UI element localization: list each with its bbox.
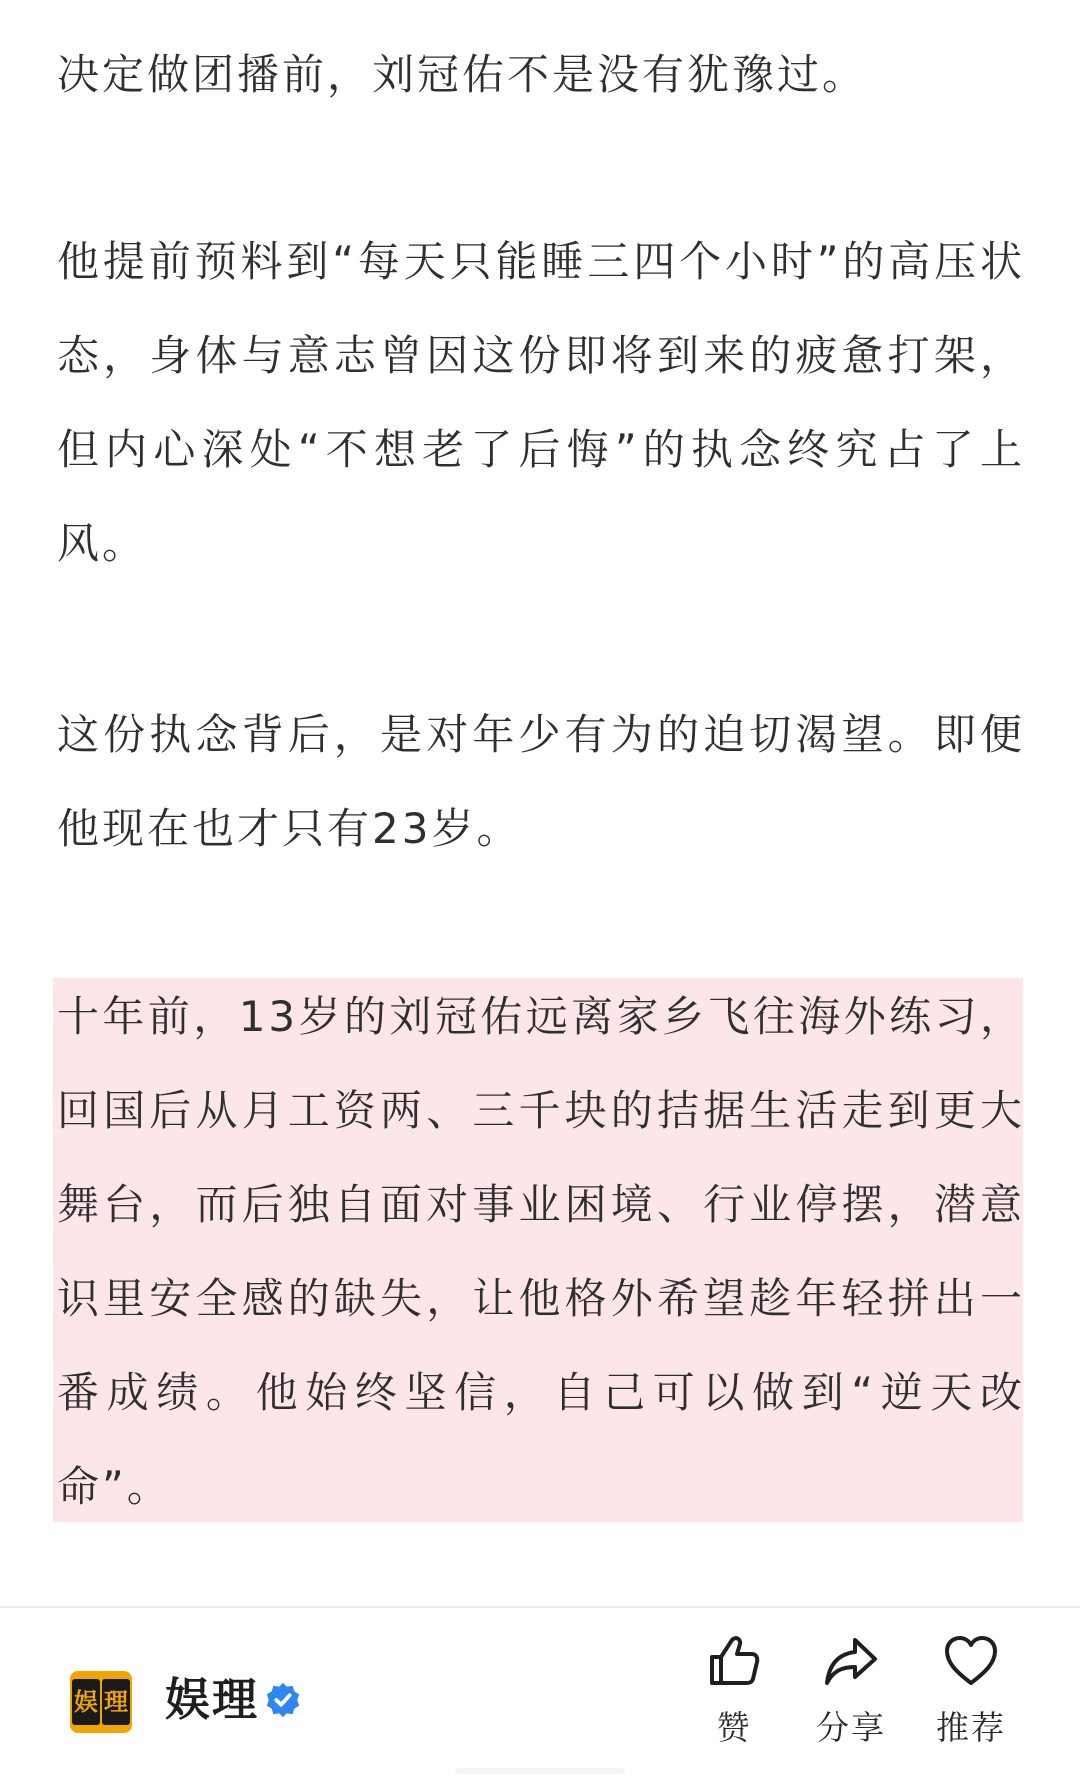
recommend-label: 推荐 bbox=[936, 1708, 1006, 1747]
article-paragraph: 他提前预料到“每天只能睡三四个小时”的高压状态，身体与意志曾因这份即将到来的疲惫打架，但内心深处“不想老了后悔”的执念终究占了上风。 bbox=[57, 237, 1025, 568]
verified-icon bbox=[264, 1681, 302, 1719]
logo-char: 理 bbox=[102, 1679, 130, 1725]
share-icon bbox=[822, 1632, 880, 1690]
like-label: 赞 bbox=[716, 1708, 752, 1747]
article-paragraph: 决定做团播前，刘冠佑不是没有犹豫过。 bbox=[57, 50, 868, 99]
article-paragraph: 这份执念背后，是对年少有为的迫切渴望。即便他现在也才只有23岁。 bbox=[57, 710, 1025, 853]
thumbs-up-icon bbox=[705, 1632, 763, 1690]
share-button[interactable] bbox=[791, 1632, 911, 1772]
account-avatar[interactable] bbox=[70, 1671, 132, 1733]
share-label: 分享 bbox=[816, 1708, 886, 1747]
highlighted-paragraph: 十年前，13岁的刘冠佑远离家乡飞往海外练习，回国后从月工资两、三千块的拮据生活走到更大舞台，而后独自面对事业困境、行业停摆，潜意识里安全感的缺失，让他格外希望趁年轻拼出一番成绩。他始终坚信，自己可以做到“逆天改命”。 bbox=[57, 992, 1025, 1511]
like-button[interactable] bbox=[674, 1632, 794, 1772]
account-name[interactable]: 娱理 bbox=[165, 1673, 260, 1726]
home-indicator bbox=[455, 1768, 625, 1774]
bottom-action-bar bbox=[0, 1606, 1080, 1781]
recommend-button[interactable] bbox=[911, 1632, 1031, 1772]
logo-char: 娱 bbox=[72, 1679, 100, 1725]
heart-icon bbox=[942, 1632, 1000, 1690]
